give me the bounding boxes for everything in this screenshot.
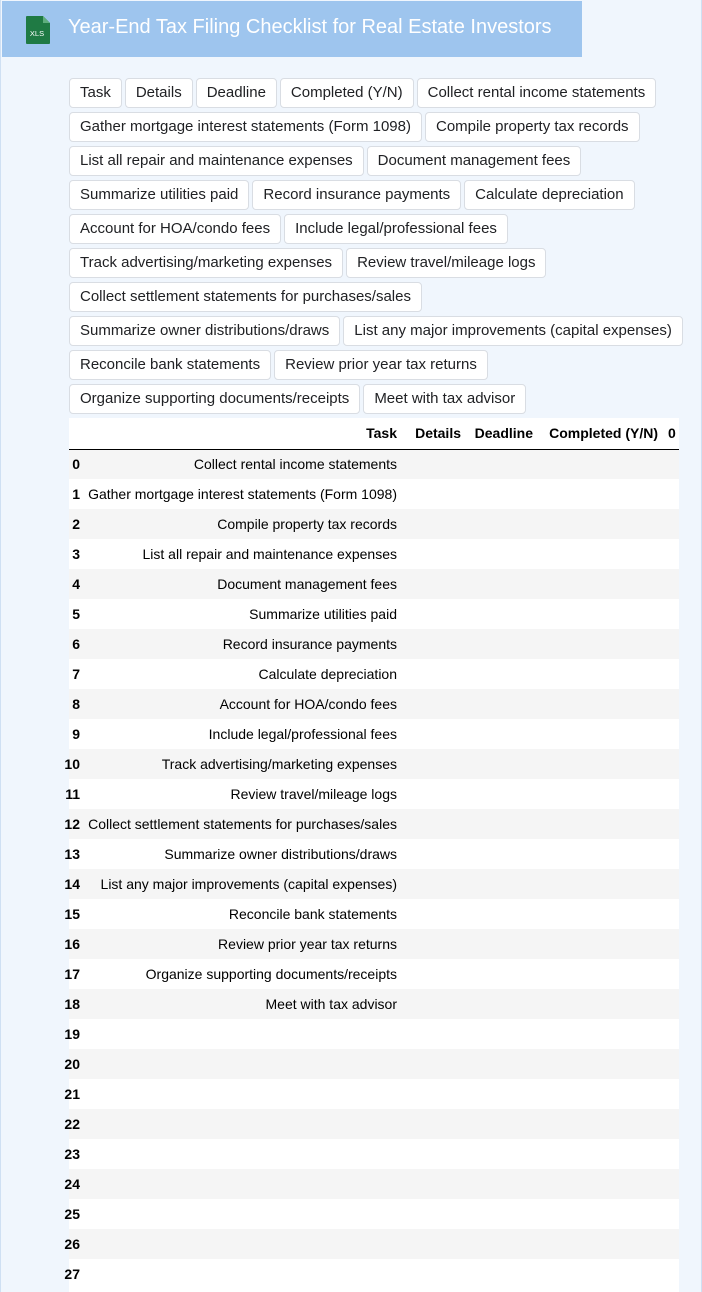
table-row[interactable] [69, 899, 679, 929]
column-chip[interactable]: Collect settlement statements for purchases/sales [69, 282, 422, 312]
column-chip[interactable]: Calculate depreciation [464, 180, 634, 210]
completed-cell[interactable] [538, 1019, 663, 1049]
column-chip[interactable]: Record insurance payments [252, 180, 461, 210]
row-index-label: 24 [64, 1176, 80, 1192]
row-index-label: 26 [64, 1236, 80, 1252]
xls-file-icon [24, 15, 52, 45]
extra-cell[interactable] [663, 779, 679, 809]
task-cell[interactable] [75, 1139, 402, 1169]
details-cell[interactable] [402, 599, 466, 629]
table-row[interactable] [69, 1079, 679, 1109]
deadline-cell[interactable] [466, 569, 538, 599]
extra-cell[interactable] [663, 749, 679, 779]
table-header-row [69, 418, 679, 449]
column-chip-list [69, 78, 693, 414]
details-cell[interactable] [402, 449, 466, 479]
details-cell[interactable] [402, 1049, 466, 1079]
completed-cell[interactable] [538, 689, 663, 719]
completed-cell[interactable] [538, 629, 663, 659]
table-row[interactable] [69, 1139, 679, 1169]
completed-cell[interactable] [538, 1169, 663, 1199]
table-row[interactable] [69, 1019, 679, 1049]
completed-cell[interactable] [538, 449, 663, 479]
details-cell[interactable] [402, 539, 466, 569]
task-cell[interactable]: Document management fees [75, 569, 402, 599]
extra-cell[interactable] [663, 809, 679, 839]
task-cell[interactable]: Account for HOA/condo fees [75, 689, 402, 719]
column-chip[interactable]: Account for HOA/condo fees [69, 214, 281, 244]
completed-cell[interactable] [538, 1199, 663, 1229]
details-cell[interactable] [402, 809, 466, 839]
details-cell[interactable] [402, 1169, 466, 1199]
deadline-cell[interactable] [466, 839, 538, 869]
extra-cell[interactable] [663, 959, 679, 989]
table-row[interactable] [69, 689, 679, 719]
table-row[interactable] [69, 479, 679, 509]
details-cell[interactable] [402, 1019, 466, 1049]
task-cell[interactable]: Review prior year tax returns [75, 929, 402, 959]
deadline-cell[interactable] [466, 929, 538, 959]
row-index-label: 22 [64, 1116, 80, 1132]
completed-cell[interactable] [538, 1229, 663, 1259]
row-index-label: 1 [72, 486, 80, 502]
extra-cell[interactable] [663, 539, 679, 569]
data-table-container[interactable] [64, 418, 679, 1292]
task-cell[interactable]: Summarize utilities paid [75, 599, 402, 629]
extra-cell[interactable] [663, 1109, 679, 1139]
deadline-cell[interactable] [466, 899, 538, 929]
task-cell[interactable]: Summarize owner distributions/draws [75, 839, 402, 869]
extra-cell[interactable] [663, 629, 679, 659]
completed-cell[interactable] [538, 809, 663, 839]
deadline-cell[interactable] [466, 539, 538, 569]
extra-cell[interactable] [663, 929, 679, 959]
task-cell[interactable]: List any major improvements (capital expenses) [75, 869, 402, 899]
task-cell[interactable]: Review travel/mileage logs [75, 779, 402, 809]
row-index-label: 21 [64, 1086, 80, 1102]
table-row[interactable] [69, 839, 679, 869]
page-title: Year-End Tax Filing Checklist for Real Estate Investors [68, 16, 552, 38]
completed-cell[interactable] [538, 1139, 663, 1169]
deadline-cell[interactable] [466, 1019, 538, 1049]
table-row[interactable] [69, 989, 679, 1019]
completed-cell[interactable] [538, 869, 663, 899]
table-row[interactable] [69, 749, 679, 779]
details-cell[interactable] [402, 989, 466, 1019]
header-deadline[interactable]: Deadline [466, 418, 538, 449]
deadline-cell[interactable] [466, 1079, 538, 1109]
task-cell[interactable] [75, 1229, 402, 1259]
table-row[interactable] [69, 569, 679, 599]
task-cell[interactable] [75, 1169, 402, 1199]
extra-cell[interactable] [663, 1199, 679, 1229]
details-cell[interactable] [402, 629, 466, 659]
column-chip[interactable]: Gather mortgage interest statements (Form 1098) [69, 112, 422, 142]
row-index-label: 16 [64, 936, 80, 952]
details-cell[interactable] [402, 1079, 466, 1109]
completed-cell[interactable] [538, 1079, 663, 1109]
deadline-cell[interactable] [466, 1139, 538, 1169]
column-chip[interactable]: Completed (Y/N) [280, 78, 414, 108]
deadline-cell[interactable] [466, 989, 538, 1019]
details-cell[interactable] [402, 749, 466, 779]
table-row[interactable] [69, 1109, 679, 1139]
column-chip[interactable]: List all repair and maintenance expenses [69, 146, 364, 176]
row-index-label: 12 [64, 816, 80, 832]
extra-cell[interactable] [663, 899, 679, 929]
completed-cell[interactable] [538, 1109, 663, 1139]
column-chip[interactable]: Compile property tax records [425, 112, 640, 142]
task-cell[interactable]: Record insurance payments [75, 629, 402, 659]
completed-cell[interactable] [538, 839, 663, 869]
completed-cell[interactable] [538, 659, 663, 689]
extra-cell[interactable] [663, 839, 679, 869]
task-cell[interactable]: Reconcile bank statements [75, 899, 402, 929]
column-chip[interactable]: Deadline [196, 78, 277, 108]
extra-cell[interactable] [663, 569, 679, 599]
details-cell[interactable] [402, 659, 466, 689]
details-cell[interactable] [402, 509, 466, 539]
task-cell[interactable]: Meet with tax advisor [75, 989, 402, 1019]
completed-cell[interactable] [538, 1259, 663, 1289]
details-cell[interactable] [402, 869, 466, 899]
extra-cell[interactable] [663, 449, 679, 479]
column-chip[interactable]: Reconcile bank statements [69, 350, 271, 380]
table-row[interactable] [69, 1049, 679, 1079]
extra-cell[interactable] [663, 869, 679, 899]
table-row[interactable] [69, 539, 679, 569]
extra-cell[interactable] [663, 1259, 679, 1289]
task-cell[interactable]: Calculate depreciation [75, 659, 402, 689]
row-index-label: 14 [64, 876, 80, 892]
table-row[interactable] [69, 719, 679, 749]
extra-cell[interactable] [663, 659, 679, 689]
completed-cell[interactable] [538, 509, 663, 539]
details-cell[interactable] [402, 1199, 466, 1229]
row-index-label: 19 [64, 1026, 80, 1042]
completed-cell[interactable] [538, 779, 663, 809]
extra-cell[interactable] [663, 599, 679, 629]
completed-cell[interactable] [538, 539, 663, 569]
row-index-label: 3 [72, 546, 80, 562]
details-cell[interactable] [402, 1139, 466, 1169]
header-extra[interactable]: 0 [663, 418, 679, 449]
column-chip[interactable]: Summarize owner distributions/draws [69, 316, 340, 346]
deadline-cell[interactable] [466, 509, 538, 539]
completed-cell[interactable] [538, 479, 663, 509]
deadline-cell[interactable] [466, 659, 538, 689]
completed-cell[interactable] [538, 719, 663, 749]
completed-cell[interactable] [538, 929, 663, 959]
row-index-label: 17 [64, 966, 80, 982]
row-index-label: 15 [64, 906, 80, 922]
column-chip[interactable]: Meet with tax advisor [363, 384, 526, 414]
row-index-label: 5 [72, 606, 80, 622]
deadline-cell[interactable] [466, 779, 538, 809]
header-details[interactable]: Details [402, 418, 466, 449]
details-cell[interactable] [402, 719, 466, 749]
table-row[interactable] [69, 959, 679, 989]
details-cell[interactable] [402, 839, 466, 869]
row-index-label: 25 [64, 1206, 80, 1222]
table-row[interactable] [69, 809, 679, 839]
task-cell[interactable] [75, 1109, 402, 1139]
extra-cell[interactable] [663, 989, 679, 1019]
deadline-cell[interactable] [466, 1229, 538, 1259]
column-chip[interactable]: List any major improvements (capital expenses) [343, 316, 683, 346]
deadline-cell[interactable] [466, 1199, 538, 1229]
table-row[interactable] [69, 599, 679, 629]
table-row[interactable] [69, 1169, 679, 1199]
column-chip[interactable]: Document management fees [367, 146, 582, 176]
deadline-cell[interactable] [466, 1259, 538, 1289]
task-cell[interactable]: Collect settlement statements for purchases/sales [75, 809, 402, 839]
deadline-cell[interactable] [466, 629, 538, 659]
details-cell[interactable] [402, 1109, 466, 1139]
task-cell[interactable] [75, 1199, 402, 1229]
extra-cell[interactable] [663, 1229, 679, 1259]
deadline-cell[interactable] [466, 809, 538, 839]
details-cell[interactable] [402, 899, 466, 929]
row-index-label: 0 [72, 456, 80, 473]
deadline-cell[interactable] [466, 689, 538, 719]
row-index-label: 13 [64, 846, 80, 862]
row-index-label: 27 [64, 1266, 80, 1282]
extra-cell[interactable] [663, 1019, 679, 1049]
task-cell[interactable] [75, 1049, 402, 1079]
details-cell[interactable] [402, 1259, 466, 1289]
column-chip[interactable]: Summarize utilities paid [69, 180, 249, 210]
data-table [64, 418, 679, 1289]
column-chip[interactable]: Details [125, 78, 193, 108]
details-cell[interactable] [402, 689, 466, 719]
completed-cell[interactable] [538, 989, 663, 1019]
extra-cell[interactable] [663, 1169, 679, 1199]
deadline-cell[interactable] [466, 1049, 538, 1079]
extra-cell[interactable] [663, 1079, 679, 1109]
details-cell[interactable] [402, 1229, 466, 1259]
table-row[interactable] [69, 1259, 679, 1289]
details-cell[interactable] [402, 569, 466, 599]
deadline-cell[interactable] [466, 749, 538, 779]
completed-cell[interactable] [538, 599, 663, 629]
table-row[interactable] [69, 1199, 679, 1229]
deadline-cell[interactable] [466, 449, 538, 479]
row-index-label: 10 [64, 756, 80, 772]
extra-cell[interactable] [663, 1049, 679, 1079]
extra-cell[interactable] [663, 1139, 679, 1169]
completed-cell[interactable] [538, 959, 663, 989]
row-index-label: 8 [72, 696, 80, 712]
row-index-label: 6 [72, 636, 80, 652]
completed-cell[interactable] [538, 749, 663, 779]
table-row[interactable] [69, 509, 679, 539]
column-chip[interactable]: Track advertising/marketing expenses [69, 248, 343, 278]
row-index-label: 4 [72, 576, 80, 592]
details-cell[interactable] [402, 929, 466, 959]
table-row[interactable] [69, 929, 679, 959]
table-row[interactable] [69, 659, 679, 689]
deadline-cell[interactable] [466, 1169, 538, 1199]
column-chip[interactable]: Include legal/professional fees [284, 214, 508, 244]
row-index-label: 7 [72, 666, 80, 682]
row-index-label: 9 [72, 726, 80, 742]
task-cell[interactable] [75, 1079, 402, 1109]
task-cell[interactable] [75, 1259, 402, 1289]
column-chip[interactable]: Task [69, 78, 122, 108]
row-index-label: 18 [64, 996, 80, 1012]
row-index-label: 20 [64, 1056, 80, 1072]
column-chip[interactable]: Organize supporting documents/receipts [69, 384, 360, 414]
xls-icon-label: XLS [29, 29, 45, 38]
extra-cell[interactable] [663, 479, 679, 509]
details-cell[interactable] [402, 959, 466, 989]
row-index-label: 2 [72, 516, 80, 532]
task-cell[interactable]: Gather mortgage interest statements (Form 1098) [75, 479, 402, 509]
extra-cell[interactable] [663, 689, 679, 719]
deadline-cell[interactable] [466, 869, 538, 899]
row-index-label: 23 [64, 1146, 80, 1162]
task-cell[interactable] [75, 1019, 402, 1049]
task-cell[interactable]: List all repair and maintenance expenses [75, 539, 402, 569]
table-row[interactable] [69, 1229, 679, 1259]
task-cell[interactable]: Track advertising/marketing expenses [75, 749, 402, 779]
header-task[interactable]: Task [75, 418, 402, 449]
table-row[interactable] [69, 449, 679, 479]
task-cell[interactable]: Compile property tax records [75, 509, 402, 539]
header-completed[interactable]: Completed (Y/N) [538, 418, 663, 449]
column-chip[interactable]: Collect rental income statements [417, 78, 657, 108]
deadline-cell[interactable] [466, 599, 538, 629]
completed-cell[interactable] [538, 899, 663, 929]
task-cell[interactable]: Organize supporting documents/receipts [75, 959, 402, 989]
task-cell[interactable]: Include legal/professional fees [75, 719, 402, 749]
deadline-cell[interactable] [466, 719, 538, 749]
deadline-cell[interactable] [466, 479, 538, 509]
column-chip[interactable]: Review prior year tax returns [274, 350, 488, 380]
completed-cell[interactable] [538, 569, 663, 599]
row-index-label: 11 [65, 786, 80, 802]
details-cell[interactable] [402, 479, 466, 509]
table-row[interactable] [69, 629, 679, 659]
column-chip[interactable]: Review travel/mileage logs [346, 248, 546, 278]
extra-cell[interactable] [663, 719, 679, 749]
task-cell[interactable]: Collect rental income statements [75, 449, 402, 479]
deadline-cell[interactable] [466, 1109, 538, 1139]
table-row[interactable] [69, 779, 679, 809]
table-row[interactable] [69, 869, 679, 899]
extra-cell[interactable] [663, 509, 679, 539]
details-cell[interactable] [402, 779, 466, 809]
title-bar [2, 1, 582, 57]
completed-cell[interactable] [538, 1049, 663, 1079]
deadline-cell[interactable] [466, 959, 538, 989]
